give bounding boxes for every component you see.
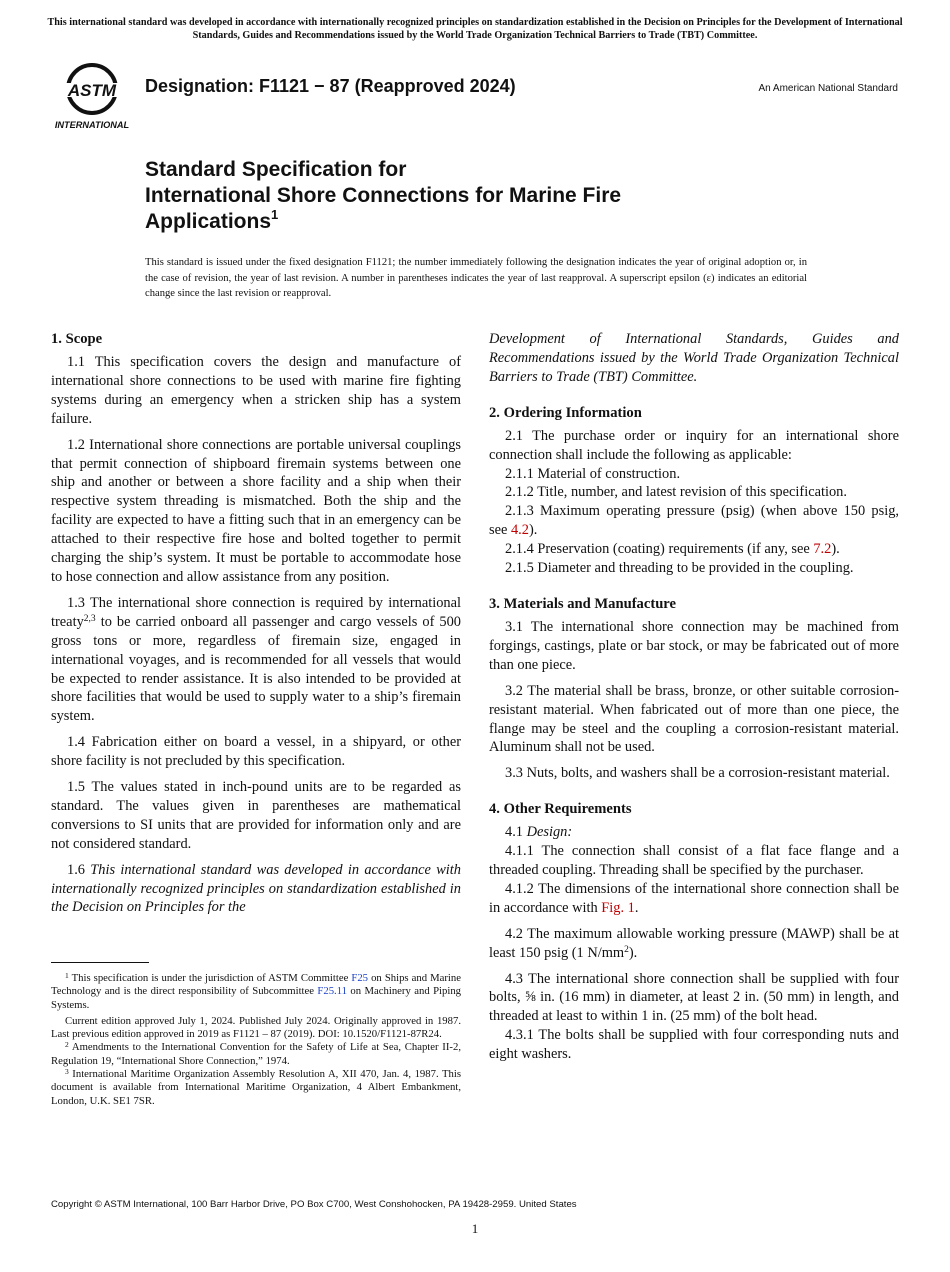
paragraph-4-1: 4.1 Design: (505, 824, 573, 841)
link-f25-11[interactable]: F25.11 (317, 985, 348, 998)
document-title (145, 157, 845, 235)
link-section-7-2[interactable]: 7.2 (813, 541, 832, 558)
american-national-standard-label: An American National Standard (758, 83, 898, 94)
right-column (489, 330, 899, 1064)
title-footnote-mark: 1 (271, 207, 279, 222)
section-heading-materials: 3. Materials and Manufacture (489, 595, 676, 612)
footnote-2: $^2$ Amendments to the International Convention for the Safety of Life at Sea, Chapter II-2, Regulation 19, “International Shore Connection,” 1974. (51, 1040, 461, 1067)
title-line-3: Applications$^1$ (145, 207, 279, 233)
paragraph-1-6: 1.6 This international standard was developed in accordance with internationally recognized principles on standardization established in the Decision on Principles for the (51, 861, 461, 916)
astm-logo (52, 57, 136, 133)
footnote-ref-2-3: 2,3 (83, 613, 96, 624)
left-column (51, 330, 461, 917)
page-number: 1 (471, 1221, 479, 1236)
footnote-3: $^3$ International Maritime Organization Assembly Resolution A, XII 470, Jan. 4, 1987. This document is available from International Maritime Organization, 4 Albert Embankment, London, U.K. SE1 7SR. (51, 1067, 461, 1107)
section-heading-ordering: 2. Ordering Information (489, 404, 642, 421)
designation: Designation: F1121 − 87 (Reapproved 2024) (145, 76, 516, 96)
paragraph-3-1: 3.1 The international shore connection may be machined from forgings, castings, plate or bar stock, or may be fabricated out of more than one piece. (489, 618, 899, 673)
astm-logo-subtitle: INTERNATIONAL (54, 120, 130, 130)
footnotes (51, 972, 461, 1108)
paragraph-2-1-2: 2.1.2 Title, number, and latest revision of this specification. (505, 484, 847, 501)
paragraph-1-6-continued: Development of International Standards, Guides and Recommendations issued by the World Trade Organization Technical Barriers to Trade (TBT) Committee. (489, 331, 899, 385)
astm-logo-letters: ASTM (67, 81, 117, 100)
paragraph-4-3: 4.3 The international shore connection shall be supplied with four bolts, ⅝ in. (16 mm) in diameter, at least 2 in. (50 mm) in length, and threaded at least to within 1 in. (25 mm) of the bolt head. (489, 970, 899, 1025)
paragraph-4-2: 4.2 The maximum allowable working pressure (MAWP) shall be at least 150 psig (1 $N/mm^2$). (489, 925, 899, 961)
paragraph-3-3: 3.3 Nuts, bolts, and washers shall be a corrosion-resistant material. (505, 765, 890, 782)
copyright: Copyright © ASTM International, 100 Barr Harbor Drive, PO Box C700, West Conshohocken, PA 19428-2959. United States (51, 1199, 577, 1210)
link-f25[interactable]: F25 (351, 972, 369, 984)
paragraph-3-2: 3.2 The material shall be brass, bronze, or other suitable corrosion-resistant material. When fabricated out of more than one piece, the flange may be steel and the coupling a corrosion-resistant material. Aluminum shall not be used. (489, 682, 899, 756)
paragraph-1-5: 1.5 The values stated in inch-pound units are to be regarded as standard. The values given in parentheses are mathematical conversions to SI units that are provided for information only and are not considered standard. (51, 779, 461, 852)
link-fig-1[interactable]: Fig. 1 (601, 899, 635, 916)
preamble: This standard is issued under the fixed designation F1121; the number immediately following the designation indicates the year of original adoption or, in the case of revision, the year of last revision. A number in parentheses indicates the year of last reapproval. A superscript epsilon (ε) indicates an editorial change since the last revision or reapproval. (145, 257, 807, 299)
paragraph-2-1-3: 2.1.3 Maximum operating pressure (psig) (when above 150 psig, see 4.2). (489, 503, 899, 539)
footnote-rule (51, 962, 149, 963)
paragraph-4-1-2: 4.1.2 The dimensions of the international shore connection shall be in accordance with Fig. 1. (489, 880, 899, 916)
paragraph-1-2: 1.2 International shore connections are portable universal couplings that permit connection of shipboard firemain systems between one ship and another or between a shore facility and a ship when their respective system threading is mismatched. Both the ship and the facility are expected to have a fitting such that in an emergency can be attached to their respective fire hose and bolted together to permit charging the ship’s system. It must be portable to accommodate hose to hose connection and allow assistance from any position. (51, 436, 461, 585)
title-line-2: International Shore Connections for Marine Fire (145, 184, 622, 207)
paragraph-2-1: 2.1 The purchase order or inquiry for an international shore connection shall include the following as applicable: (489, 427, 899, 463)
edition-note: Current edition approved July 1, 2024. Published July 2024. Originally approved in 1987. Last previous edition approved in 2019 as F1121 – 87 (2019). DOI: 10.1520/F1121-87R24. (51, 1014, 461, 1041)
paragraph-2-1-5: 2.1.5 Diameter and threading to be provided in the coupling. (505, 560, 854, 577)
section-heading-other-requirements: 4. Other Requirements (489, 801, 632, 818)
paragraph-2-1-1: 2.1.1 Material of construction. (505, 465, 681, 482)
section-heading-scope: 1. Scope (51, 331, 103, 347)
footnote-1: $^1$ This specification is under the jurisdiction of ASTM Committee F25 on Ships and Marine Technology and is the direct responsibility of Subcommittee F25.11 on Machinery and Piping Systems. (51, 971, 462, 1011)
paragraph-4-3-1: 4.3.1 The bolts shall be supplied with four corresponding nuts and eight washers. (489, 1027, 899, 1063)
paragraph-2-1-4: 2.1.4 Preservation (coating) requirements (if any, see 7.2). (505, 541, 840, 558)
tbt-notice: This international standard was developed in accordance with internationally recognized principles on standardization established in the Decision on Principles for the Development of International Standards, Guides and Recommendations issued by the World Trade Organization Technical Barriers to Trade (TBT) Committee. (47, 17, 903, 41)
paragraph-1-3: 1.3 The international shore connection is required by international treaty$^{2,3}$ to be carried onboard all passenger and cargo vessels of 500 gross tons or more, regardless of firemain size, engaged in international voyages, and is recommended for all vessels that would be expected to render assistance. It is also intended to be provided at shore facilities that would be used to supply water to a ship’s firemain system. (51, 594, 461, 725)
paragraph-4-1-1: 4.1.1 The connection shall consist of a flat face flange and a threaded coupling. Threading shall be specified by the purchaser. (489, 843, 899, 879)
link-section-4-2[interactable]: 4.2 (510, 522, 529, 539)
paragraph-1-1: 1.1 This specification covers the design and manufacture of international shore connections to be used with marine fire fighting systems during an emergency when a stricken ship has a system failure. (51, 354, 461, 427)
paragraph-1-4: 1.4 Fabrication either on board a vessel, in a shipyard, or other shore facility is not precluded by this specification. (51, 734, 461, 770)
title-line-1: Standard Specification for (145, 158, 407, 181)
